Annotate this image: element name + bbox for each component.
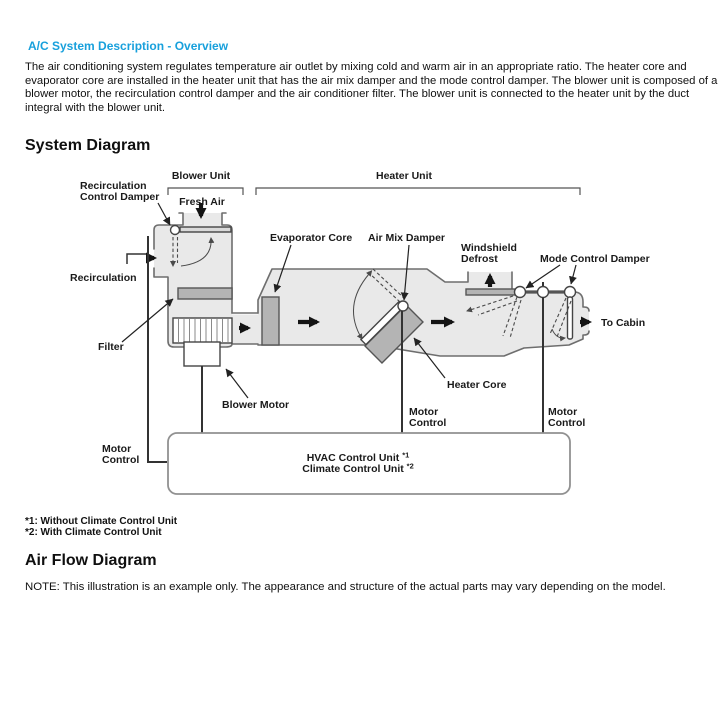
label-to-cabin: To Cabin (601, 317, 646, 329)
label-motor-control-airmix-2: Control (409, 417, 447, 429)
label-recirc-damper-1: Recirculation (80, 180, 147, 192)
recirc-damper-pivot (171, 226, 180, 235)
section-heading-air-flow-diagram: Air Flow Diagram (25, 552, 157, 569)
label-motor-control-recirc-2: Control (102, 454, 140, 466)
blower-motor-box (184, 342, 220, 366)
label-air-mix-damper: Air Mix Damper (368, 232, 446, 244)
label-recirc-damper-2: Control Damper (80, 191, 160, 203)
label-windshield-2: Defrost (461, 253, 498, 265)
label-windshield-1: Windshield (461, 242, 517, 254)
recirculation-inlet-duct (127, 254, 146, 264)
heater-unit-bracket (256, 188, 580, 195)
intro-paragraph: The air conditioning system regulates temperature air outlet by mixing cold and warm air in an appropriate ratio. The heater core and evaporator core are installed in the heater unit that has the air mix damper and the mode control damper. The blower unit is composed of a blower motor, the recirculation control damper and the air conditioner filter. The blower unit is connected to the heater unit by the duct integral with the blower unit. (25, 61, 718, 115)
label-motor-control-mode-2: Control (548, 417, 586, 429)
label-filter: Filter (98, 341, 124, 353)
system-diagram (0, 165, 723, 500)
blower-unit-bracket (168, 188, 243, 195)
footnote-2: *2: With Climate Control Unit (25, 526, 162, 538)
label-blower-motor: Blower Motor (222, 399, 290, 411)
evaporator-core (262, 297, 279, 345)
defrost-damper-plate (466, 289, 516, 295)
label-blower-unit: Blower Unit (171, 170, 231, 182)
label-evaporator-core: Evaporator Core (270, 232, 353, 244)
mode-damper-pivot-3 (565, 287, 576, 298)
section-heading-system-diagram: System Diagram (25, 137, 151, 154)
mode-damper-pivot-1 (515, 287, 526, 298)
label-motor-control-recirc-1: Motor (102, 443, 132, 455)
blower-fan (173, 318, 232, 343)
label-mode-control-damper: Mode Control Damper (540, 253, 650, 265)
label-motor-control-airmix-1: Motor (409, 406, 439, 418)
filter-element (178, 288, 232, 299)
note-text: NOTE: This illustration is an example only. The appearance and structure of the actual parts may vary depending on the model. (25, 581, 666, 593)
footnote-1: *1: Without Climate Control Unit (25, 516, 178, 527)
label-climate-control-unit: Climate Control Unit $^{*2}$ (302, 461, 414, 475)
mode-damper-pivot-2 (538, 287, 549, 298)
label-recirculation: Recirculation (70, 272, 137, 284)
label-fresh-air: Fresh Air (179, 196, 225, 208)
label-heater-unit: Heater Unit (375, 170, 433, 182)
label-motor-control-mode-1: Motor (548, 406, 578, 418)
heater-unit-housing (258, 269, 589, 356)
label-hvac-control-unit: HVAC Control Unit $^{*1}$ (306, 450, 410, 464)
air-mix-damper-pivot (398, 301, 408, 311)
label-heater-core: Heater Core (447, 379, 507, 391)
page-title-link[interactable]: A/C System Description - Overview (28, 39, 229, 53)
